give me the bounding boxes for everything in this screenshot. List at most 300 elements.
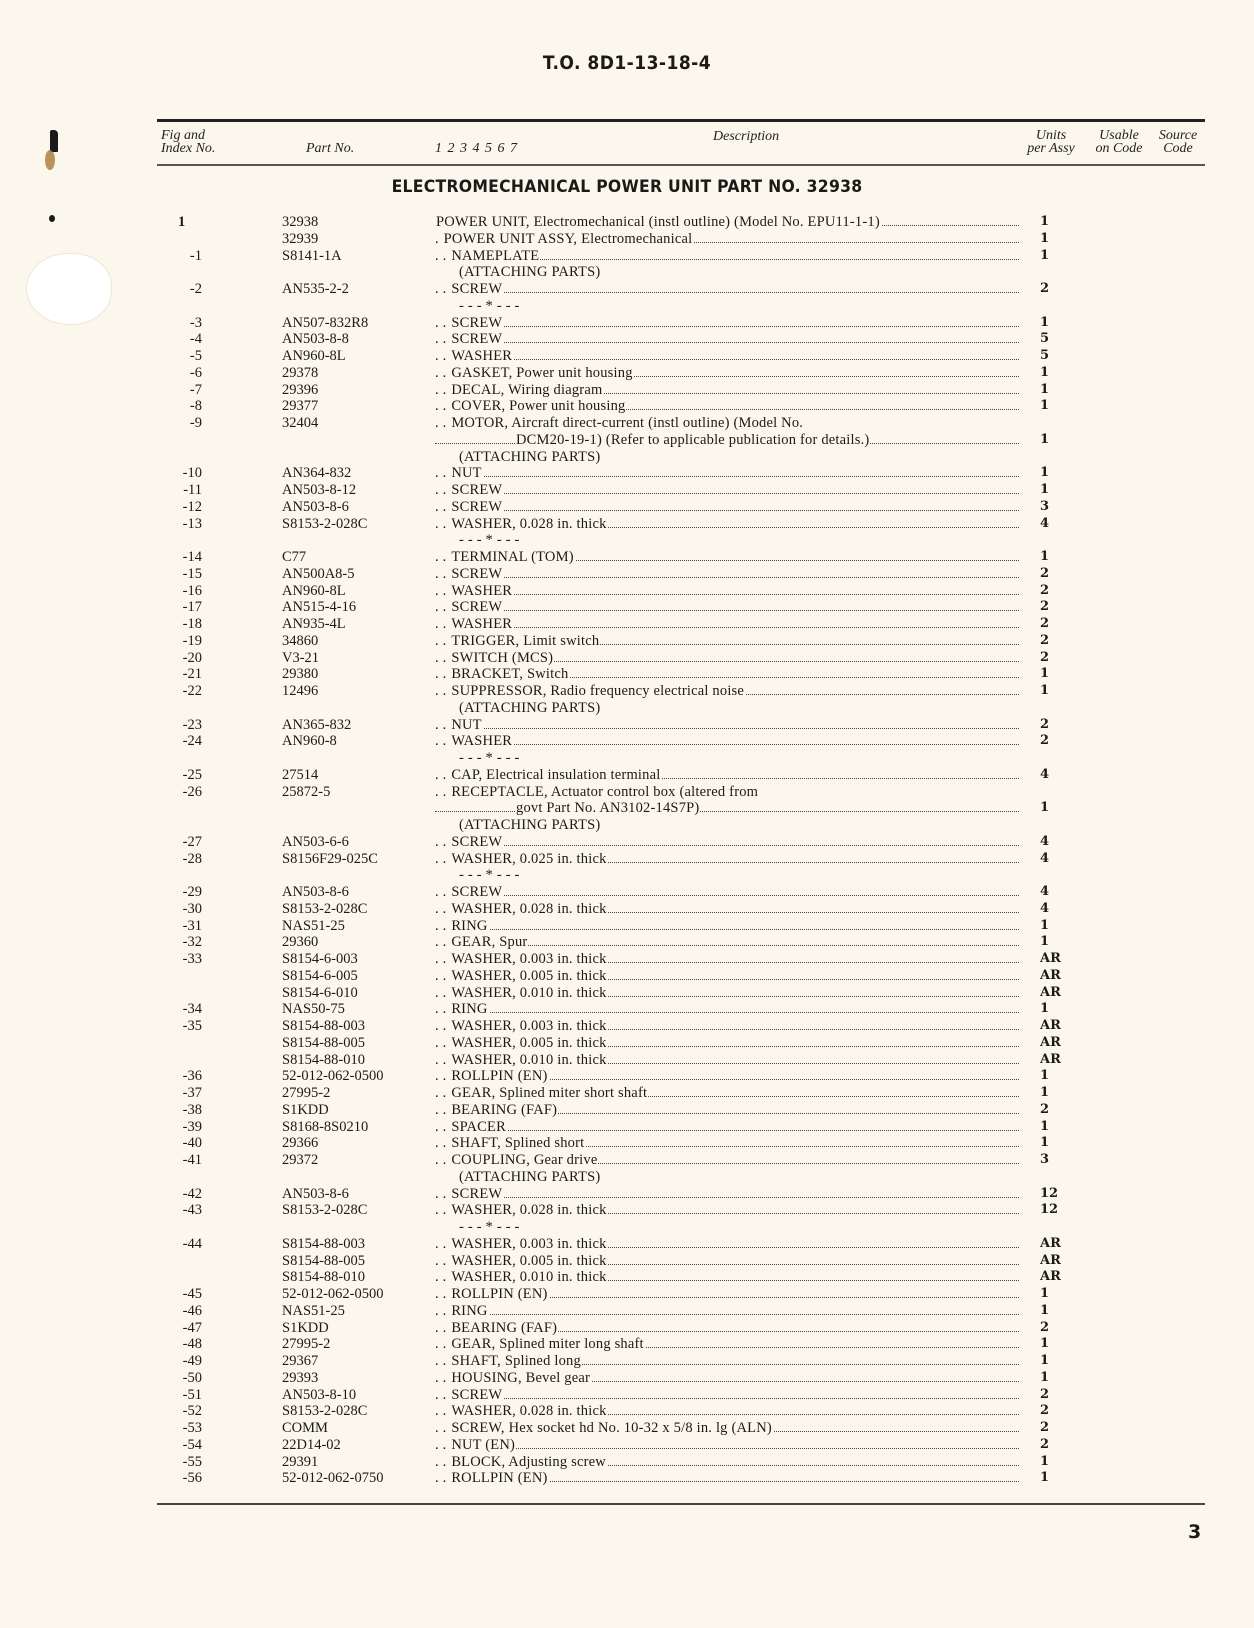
units-per-assy: 2 (1040, 616, 1050, 631)
table-row (0, 1320, 1254, 1337)
units-per-assy: 1 (1040, 1068, 1050, 1084)
description (435, 398, 1019, 414)
description-text: GEAR, Spur (451, 934, 528, 951)
fig-index: -18 (182, 616, 202, 632)
part-number: AN503-8-6 (282, 884, 349, 900)
table-row (0, 1303, 1254, 1320)
table-row (0, 985, 1254, 1002)
indent-dots: . . (435, 1302, 451, 1319)
table-row (0, 700, 1254, 717)
part-number: 29378 (282, 364, 319, 381)
units-per-assy: 1 (1040, 666, 1050, 682)
description-text: ROLLPIN (EN) (451, 1470, 548, 1487)
description (435, 1370, 1019, 1386)
indent-dots: . (435, 230, 443, 247)
part-number: AN500A8-5 (282, 565, 355, 582)
description-text: WASHER (451, 616, 513, 632)
fig-index: -11 (183, 482, 202, 498)
indent-dots: . . (435, 984, 451, 1001)
part-number: 12496 (282, 683, 319, 699)
description (435, 382, 1019, 398)
description (435, 1035, 1019, 1051)
indent-dots: . . (435, 1235, 451, 1252)
indent-dots: . . (435, 1386, 451, 1403)
units-per-assy: 4 (1040, 766, 1050, 782)
table-row (0, 784, 1254, 801)
part-number: 29396 (282, 381, 319, 398)
indent-dots: . . (435, 1135, 451, 1152)
part-number: 29377 (282, 398, 319, 415)
part-number: AN535-2-2 (282, 281, 349, 297)
part-number: S1KDD (282, 1319, 329, 1336)
description (435, 1085, 1019, 1101)
table-row (0, 733, 1254, 750)
description (435, 1236, 1019, 1252)
description (435, 331, 1019, 347)
indent-dots: . . (435, 783, 451, 800)
table-row (0, 1437, 1254, 1454)
col-usable (1090, 129, 1148, 155)
fig-index: -32 (182, 934, 202, 951)
fig-index: -56 (182, 1470, 202, 1487)
description-text: (ATTACHING PARTS) (459, 448, 601, 465)
description-text: WASHER, 0.025 in. thick (451, 850, 607, 867)
description-text: WASHER (451, 733, 513, 750)
part-number: AN960-8 (282, 733, 337, 750)
description-text: SCREW (451, 314, 503, 331)
units-per-assy: 2 (1040, 733, 1050, 749)
part-number: S8153-2-028C (282, 515, 368, 532)
indent-dots: . . (435, 565, 451, 582)
units-per-assy: AR (1040, 967, 1061, 983)
description-text: WASHER, 0.028 in. thick (451, 1403, 607, 1420)
part-number: 52-012-062-0500 (282, 1286, 384, 1302)
indent-dots: . . (435, 1403, 451, 1420)
fig-index: -54 (182, 1436, 202, 1453)
part-number: AN364-832 (282, 465, 352, 482)
description-text: SCREW (451, 482, 503, 498)
description-text: RECEPTACLE, Actuator control box (altered from (451, 783, 759, 800)
indent-dots: . . (435, 666, 451, 683)
table-row (0, 298, 1254, 315)
table-row (0, 817, 1254, 834)
part-number: S8154-88-003 (282, 1235, 365, 1252)
indent-dots: . . (435, 1185, 451, 1202)
description-text: BEARING (FAF) (451, 1319, 558, 1336)
description-text: SCREW (451, 599, 503, 616)
indent-dots: . . (435, 850, 451, 867)
fig-index: -10 (182, 465, 202, 482)
description (435, 1169, 1019, 1185)
table-row (0, 616, 1254, 633)
indent-dots: . . (435, 1118, 451, 1135)
indent-dots: . . (435, 733, 451, 750)
col-source (1152, 129, 1204, 155)
part-number: AN503-8-6 (282, 498, 349, 515)
description (435, 733, 1019, 749)
units-per-assy: 2 (1040, 1436, 1050, 1452)
description (435, 683, 1019, 699)
description (435, 1219, 1019, 1235)
table-row (0, 214, 1254, 231)
table-row (0, 918, 1254, 935)
page-number: 3 (1188, 1521, 1202, 1543)
description-text: WASHER, 0.010 in. thick (451, 1051, 607, 1068)
table-row (0, 1470, 1254, 1487)
part-number: S8153-2-028C (282, 1403, 368, 1420)
indent-dots: . . (435, 1436, 451, 1453)
description (435, 432, 1019, 448)
fig-index: -41 (182, 1152, 202, 1168)
table-row (0, 566, 1254, 583)
fig-index: -17 (182, 599, 202, 616)
description (435, 365, 1019, 381)
description-text: SCREW (451, 1386, 503, 1403)
description-text: ROLLPIN (EN) (451, 1068, 548, 1085)
description-text: BEARING (FAF) (451, 1101, 558, 1118)
indent-dots: . . (435, 1034, 451, 1051)
part-number: 29372 (282, 1152, 319, 1168)
description-text: SPACER (451, 1118, 506, 1135)
part-number: AN503-8-8 (282, 331, 349, 348)
description (435, 1152, 1019, 1168)
fig-index: -15 (182, 565, 202, 582)
fig-index: -12 (182, 498, 202, 515)
description-text: POWER UNIT ASSY, Electromechanical (443, 230, 693, 247)
indent-dots: . . (435, 632, 451, 649)
description (435, 1253, 1019, 1269)
fig-index: -20 (182, 649, 202, 666)
units-per-assy: 3 (1040, 1152, 1050, 1167)
units-per-assy: 1 (1040, 1302, 1050, 1318)
table-row (0, 315, 1254, 332)
part-number: S8156F29-025C (282, 850, 378, 867)
part-number: S8154-6-005 (282, 967, 358, 984)
units-per-assy: 1 (1040, 1135, 1050, 1151)
part-number: S8154-88-010 (282, 1051, 365, 1068)
units-per-assy: AR (1040, 1252, 1061, 1268)
part-number: NAS50-75 (282, 1001, 345, 1018)
margin-stain (45, 150, 55, 170)
table-row (0, 1403, 1254, 1420)
description-text: BLOCK, Adjusting screw (451, 1453, 606, 1470)
units-per-assy: AR (1040, 1034, 1061, 1050)
indent-dots: . . (435, 1101, 451, 1118)
description (435, 231, 1019, 247)
fig-index: -44 (182, 1235, 202, 1252)
units-per-assy: 1 (1040, 381, 1050, 397)
indent-dots: . . (435, 934, 451, 951)
table-row (0, 650, 1254, 667)
col-indent-levels: 1 2 3 4 5 6 7 (435, 141, 517, 156)
fig-index: -21 (182, 666, 202, 683)
fig-index: -45 (182, 1286, 202, 1302)
fig-index: -24 (182, 733, 202, 750)
fig-index: -28 (182, 850, 202, 867)
table-row (0, 1186, 1254, 1203)
indent-dots: . . (435, 683, 451, 699)
table-row (0, 583, 1254, 600)
description (435, 583, 1019, 599)
fig-index: -37 (182, 1085, 202, 1101)
table-row (0, 1236, 1254, 1253)
units-per-assy: 1 (1040, 1118, 1050, 1134)
fig-index: -29 (182, 884, 202, 900)
col-source-line2: Code (1163, 141, 1193, 156)
description (435, 1135, 1019, 1151)
fig-index: -25 (182, 766, 202, 783)
table-row (0, 767, 1254, 784)
fig-index: -42 (182, 1185, 202, 1202)
col-units (1022, 129, 1080, 155)
units-per-assy: 2 (1040, 599, 1050, 615)
description (435, 817, 1019, 833)
table-row (0, 482, 1254, 499)
table-row (0, 449, 1254, 466)
part-number: 25872-5 (282, 783, 331, 800)
part-number: AN960-8L (282, 582, 346, 599)
description-text: WASHER, 0.005 in. thick (451, 967, 607, 984)
col-units-line2: per Assy (1027, 141, 1075, 156)
fig-index: -36 (182, 1068, 202, 1085)
part-number: AN503-8-12 (282, 482, 357, 498)
indent-dots: . . (435, 716, 451, 733)
description (435, 516, 1019, 532)
units-per-assy: 1 (1040, 247, 1050, 263)
indent-dots: . . (435, 616, 451, 632)
table-row (0, 1370, 1254, 1387)
description-text: HOUSING, Bevel gear (451, 1369, 591, 1386)
part-number: AN503-8-6 (282, 1185, 349, 1202)
part-number: 29360 (282, 934, 319, 951)
table-row (0, 248, 1254, 265)
description-text: WASHER, 0.028 in. thick (451, 515, 607, 532)
section-title: ELECTROMECHANICAL POWER UNIT PART NO. 32938 (391, 177, 863, 197)
units-per-assy: AR (1040, 984, 1061, 1000)
description-text: SHAFT, Splined short (451, 1135, 585, 1152)
description (435, 214, 1019, 230)
part-number: 29391 (282, 1453, 319, 1470)
table-row (0, 348, 1254, 365)
table-row (0, 851, 1254, 868)
col-part-no: Part No. (306, 141, 355, 156)
fig-index: -47 (182, 1319, 202, 1336)
table-row (0, 666, 1254, 683)
fig-index: -8 (189, 398, 202, 415)
table-row (0, 1286, 1254, 1303)
table-row (0, 1119, 1254, 1136)
units-per-assy: 1 (1040, 314, 1050, 330)
description (435, 1068, 1019, 1084)
table-row (0, 281, 1254, 298)
header-top-rule (157, 119, 1205, 122)
fig-index: -48 (182, 1336, 202, 1353)
description (435, 750, 1019, 766)
description (435, 1202, 1019, 1218)
fig-index: -19 (182, 632, 202, 649)
fig-index: -35 (182, 1018, 202, 1034)
description (435, 851, 1019, 867)
units-per-assy: 5 (1040, 331, 1050, 347)
table-row (0, 717, 1254, 734)
description-text: COUPLING, Gear drive (451, 1152, 598, 1168)
description-text: SCREW (451, 565, 503, 582)
table-row (0, 1269, 1254, 1286)
table-row (0, 968, 1254, 985)
indent-dots: . . (435, 833, 451, 850)
description-text: SCREW (451, 281, 503, 297)
description (435, 700, 1019, 716)
part-number: 22D14-02 (282, 1436, 341, 1453)
fig-index: -14 (182, 549, 202, 565)
fig-index: -27 (182, 833, 202, 850)
part-number: 29367 (282, 1353, 319, 1369)
table-row (0, 365, 1254, 382)
part-number: 34860 (282, 632, 319, 649)
part-number: 29393 (282, 1369, 319, 1386)
description (435, 264, 1019, 280)
part-number: S8153-2-028C (282, 900, 368, 917)
fig-index: -55 (182, 1453, 202, 1470)
table-row (0, 1454, 1254, 1471)
units-per-assy: 1 (1040, 1369, 1050, 1385)
units-per-assy: 2 (1040, 565, 1050, 581)
part-number: NAS51-25 (282, 917, 345, 934)
indent-dots: . . (435, 498, 451, 515)
table-row (0, 1018, 1254, 1035)
table-row (0, 499, 1254, 516)
description (435, 884, 1019, 900)
table-bottom-rule (157, 1503, 1205, 1505)
description-text: BRACKET, Switch (451, 666, 569, 683)
fig-index: 1 (178, 214, 186, 230)
fig-index: -52 (182, 1403, 202, 1420)
description-text: SHAFT, Splined long (451, 1353, 581, 1369)
description-text: NUT (451, 465, 482, 482)
fig-index: -5 (189, 348, 202, 364)
indent-dots: . . (435, 766, 451, 783)
description (435, 1052, 1019, 1068)
indent-dots: . . (435, 515, 451, 532)
fig-index: -34 (182, 1001, 202, 1018)
indent-dots: . . (435, 1420, 451, 1436)
description (435, 1420, 1019, 1436)
indent-dots: . . (435, 1018, 451, 1034)
table-row (0, 1420, 1254, 1437)
description (435, 348, 1019, 364)
fig-index: -38 (182, 1101, 202, 1118)
table-row (0, 1085, 1254, 1102)
table-row (0, 934, 1254, 951)
part-number: 32404 (282, 415, 319, 431)
units-per-assy: 1 (1040, 1085, 1050, 1100)
indent-dots: . . (435, 314, 451, 331)
units-per-assy: 5 (1040, 348, 1050, 363)
table-row (0, 1336, 1254, 1353)
table-row (0, 867, 1254, 884)
units-per-assy: 1 (1040, 482, 1050, 497)
units-per-assy: 4 (1040, 884, 1050, 899)
col-fig-index-line1: Fig and (161, 128, 205, 143)
table-row (0, 750, 1254, 767)
units-per-assy: 1 (1040, 431, 1050, 447)
table-row (0, 231, 1254, 248)
col-usable-line2: on Code (1095, 141, 1143, 156)
fig-index: -1 (189, 247, 202, 264)
part-number: S8154-88-005 (282, 1034, 365, 1051)
units-per-assy: 1 (1040, 1353, 1050, 1368)
part-number: S8168-8S0210 (282, 1118, 369, 1135)
col-source-line1: Source (1158, 128, 1198, 143)
description-text: RING (451, 1302, 488, 1319)
indent-dots: . . (435, 482, 451, 498)
indent-dots: . . (435, 967, 451, 984)
units-per-assy: 4 (1040, 833, 1050, 849)
table-row (0, 834, 1254, 851)
indent-dots: . . (435, 1252, 451, 1269)
description-text: DECAL, Wiring diagram (451, 381, 603, 398)
col-usable-line1: Usable (1099, 128, 1139, 143)
indent-dots: . . (435, 917, 451, 934)
fig-index: -26 (182, 783, 202, 800)
indent-dots: . . (435, 1470, 451, 1487)
units-per-assy: 12 (1040, 1185, 1059, 1201)
indent-dots: . . (435, 1085, 451, 1101)
table-row (0, 264, 1254, 281)
indent-dots: . . (435, 1001, 451, 1018)
table-row (0, 901, 1254, 918)
fig-index: -49 (182, 1353, 202, 1369)
indent-dots: . . (435, 1269, 451, 1286)
description-text: WASHER (451, 582, 513, 599)
table-row (0, 884, 1254, 901)
units-per-assy: 2 (1040, 582, 1050, 598)
units-per-assy: 2 (1040, 1101, 1050, 1117)
part-number: S8154-6-003 (282, 951, 358, 967)
units-per-assy: 12 (1040, 1202, 1059, 1218)
table-row (0, 951, 1254, 968)
part-number: C77 (282, 549, 307, 565)
description (435, 599, 1019, 615)
units-per-assy: 1 (1040, 917, 1050, 933)
fig-index: -9 (189, 415, 202, 431)
fig-index: -40 (182, 1135, 202, 1152)
table-row (0, 432, 1254, 449)
units-per-assy: AR (1040, 1018, 1061, 1033)
part-number: 27995-2 (282, 1085, 331, 1101)
indent-dots: . . (435, 247, 451, 264)
indent-dots: . . (435, 1336, 451, 1353)
table-row (0, 1202, 1254, 1219)
table-row (0, 1052, 1254, 1069)
indent-dots: . . (435, 1286, 451, 1302)
description (435, 1353, 1019, 1369)
indent-dots: . . (435, 281, 451, 297)
part-number: 52-012-062-0750 (282, 1470, 384, 1487)
table-row (0, 1387, 1254, 1404)
fig-index: -22 (182, 683, 202, 699)
description (435, 800, 1019, 816)
description-text: WASHER, 0.010 in. thick (451, 984, 607, 1001)
units-per-assy: 4 (1040, 515, 1050, 531)
indent-dots: . . (435, 381, 451, 398)
indent-dots: . . (435, 549, 451, 565)
description-text: SCREW (451, 331, 503, 348)
margin-ink-mark (50, 130, 58, 152)
units-per-assy: 2 (1040, 1386, 1050, 1402)
description-text: DCM20-19-1) (Refer to applicable publication for details.) (516, 431, 870, 448)
description (435, 499, 1019, 515)
